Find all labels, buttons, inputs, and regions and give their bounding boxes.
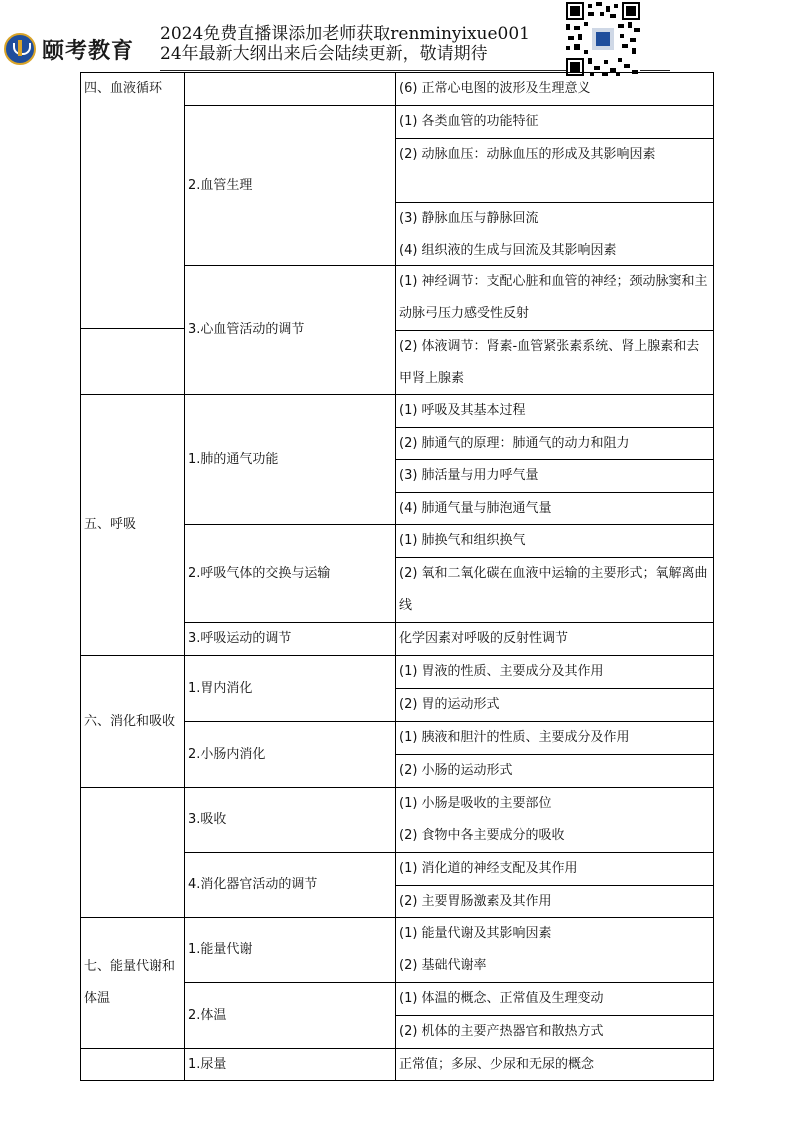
topic-cell: [184, 852, 395, 917]
item-cell: [395, 1015, 714, 1048]
topic-cell: [184, 655, 395, 721]
item-text: 正常值；多尿、少尿和无尿的概念: [399, 1057, 595, 1072]
item-text: (3) 肺活量与用力呼气量: [399, 468, 539, 483]
topic-cell: [184, 721, 395, 787]
item-text: 化学因素对呼吸的反射性调节: [399, 631, 569, 646]
section-cell-empty: [80, 328, 184, 394]
qr-code-icon: [566, 2, 640, 76]
item-cell: [395, 688, 714, 721]
item-text: (2) 食物中各主要成分的吸收: [399, 828, 565, 843]
item-text: (1) 呼吸及其基本过程: [399, 403, 526, 418]
item-cell: [395, 394, 714, 427]
item-cell: [395, 787, 714, 852]
item-cell: [395, 427, 714, 459]
item-cell: [395, 202, 714, 265]
section-label: 五、呼吸: [84, 517, 137, 532]
section-label: 七、能量代谢和体温: [84, 959, 176, 1006]
item-text: (4) 组织液的生成与回流及其影响因素: [399, 243, 617, 258]
item-text: (2) 肺通气的原理：肺通气的动力和阻力: [399, 436, 630, 451]
topic-label: 1.胃内消化: [188, 680, 253, 696]
topic-label: 1.尿量: [188, 1057, 227, 1072]
item-cell: [395, 72, 714, 105]
item-cell: [395, 655, 714, 688]
topic-label: 2.体温: [188, 1007, 227, 1023]
topic-cell-empty: [184, 72, 395, 105]
topic-label: 1.肺的通气功能: [188, 451, 279, 467]
item-cell: [395, 721, 714, 754]
item-text: (2) 主要胃肠激素及其作用: [399, 894, 552, 909]
item-cell: [395, 852, 714, 885]
topic-cell: [184, 787, 395, 852]
item-text: (1) 小肠是吸收的主要部位: [399, 796, 552, 811]
section-cell-digestion: [80, 655, 184, 787]
section-cell-empty: [80, 787, 184, 917]
topic-cell: [184, 105, 395, 265]
item-text: (1) 胰液和胆汁的性质、主要成分及作用: [399, 730, 630, 745]
item-text: (2) 体液调节：肾素-血管紧张素系统、肾上腺素和去甲肾上腺素: [399, 339, 700, 386]
item-text: (1) 胃液的性质、主要成分及其作用: [399, 664, 604, 679]
item-text: (2) 机体的主要产热器官和散热方式: [399, 1024, 604, 1039]
syllabus-table: [80, 72, 714, 1081]
topic-cell: [184, 1048, 395, 1081]
item-cell: [395, 265, 714, 330]
item-text: (4) 肺通气量与肺泡通气量: [399, 501, 552, 516]
item-text: (1) 肺换气和组织换气: [399, 533, 526, 548]
item-text: (2) 动脉血压：动脉血压的形成及其影响因素: [399, 147, 656, 162]
header-line-1: 2024免费直播课添加老师获取renminyixue001: [160, 24, 530, 44]
item-text: (2) 胃的运动形式: [399, 697, 500, 712]
topic-cell: [184, 524, 395, 622]
topic-label: 3.心血管活动的调节: [188, 322, 305, 337]
header-line-2: 24年最新大纲出来后会陆续更新，敬请期待: [160, 44, 488, 64]
item-text: (2) 小肠的运动形式: [399, 763, 513, 778]
item-cell: [395, 982, 714, 1015]
brand-logo: [4, 32, 134, 66]
section-label: 六、消化和吸收: [84, 713, 176, 729]
item-cell: [395, 105, 714, 138]
item-text: (1) 各类血管的功能特征: [399, 114, 539, 129]
topic-label: 2.小肠内消化: [188, 746, 266, 762]
item-cell: [395, 622, 714, 655]
brand-emblem-icon: [4, 33, 36, 65]
header-notice: [160, 24, 564, 64]
item-cell: [395, 330, 714, 394]
item-text: (6) 正常心电图的波形及生理意义: [399, 81, 591, 96]
topic-label: 1.能量代谢: [188, 942, 253, 957]
item-cell: [395, 754, 714, 787]
item-cell: [395, 885, 714, 917]
topic-label: 2.呼吸气体的交换与运输: [188, 565, 331, 581]
section-label: 四、血液循环: [84, 81, 163, 96]
section-cell-respiration: [80, 394, 184, 655]
topic-label: 4.消化器官活动的调节: [188, 877, 318, 892]
item-cell: [395, 1048, 714, 1081]
topic-cell: [184, 394, 395, 524]
topic-label: 3.呼吸运动的调节: [188, 631, 292, 646]
item-cell: [395, 459, 714, 492]
item-text: (2) 基础代谢率: [399, 958, 487, 973]
item-cell: [395, 524, 714, 557]
section-cell-empty: [80, 1048, 184, 1081]
item-cell: [395, 492, 714, 524]
item-text: (3) 静脉血压与静脉回流: [399, 211, 539, 226]
section-cell-energy: [80, 917, 184, 1048]
item-cell: [395, 917, 714, 982]
item-text: (1) 神经调节：支配心脏和血管的神经；颈动脉窦和主动脉弓压力感受性反射: [399, 274, 708, 321]
topic-cell: [184, 265, 395, 394]
topic-cell: [184, 982, 395, 1048]
item-cell: [395, 138, 714, 202]
item-text: (1) 能量代谢及其影响因素: [399, 926, 552, 941]
topic-label: 2.血管生理: [188, 177, 253, 193]
topic-cell: [184, 917, 395, 982]
topic-label: 3.吸收: [188, 812, 227, 827]
item-text: (2) 氧和二氧化碳在血液中运输的主要形式；氧解离曲线: [399, 566, 708, 613]
section-cell-circulation: [80, 72, 184, 328]
item-text: (1) 体温的概念、正常值及生理变动: [399, 991, 604, 1006]
item-text: (1) 消化道的神经支配及其作用: [399, 861, 578, 876]
item-cell: [395, 557, 714, 622]
brand-name: 颐考教育: [42, 38, 135, 64]
topic-cell: [184, 622, 395, 655]
